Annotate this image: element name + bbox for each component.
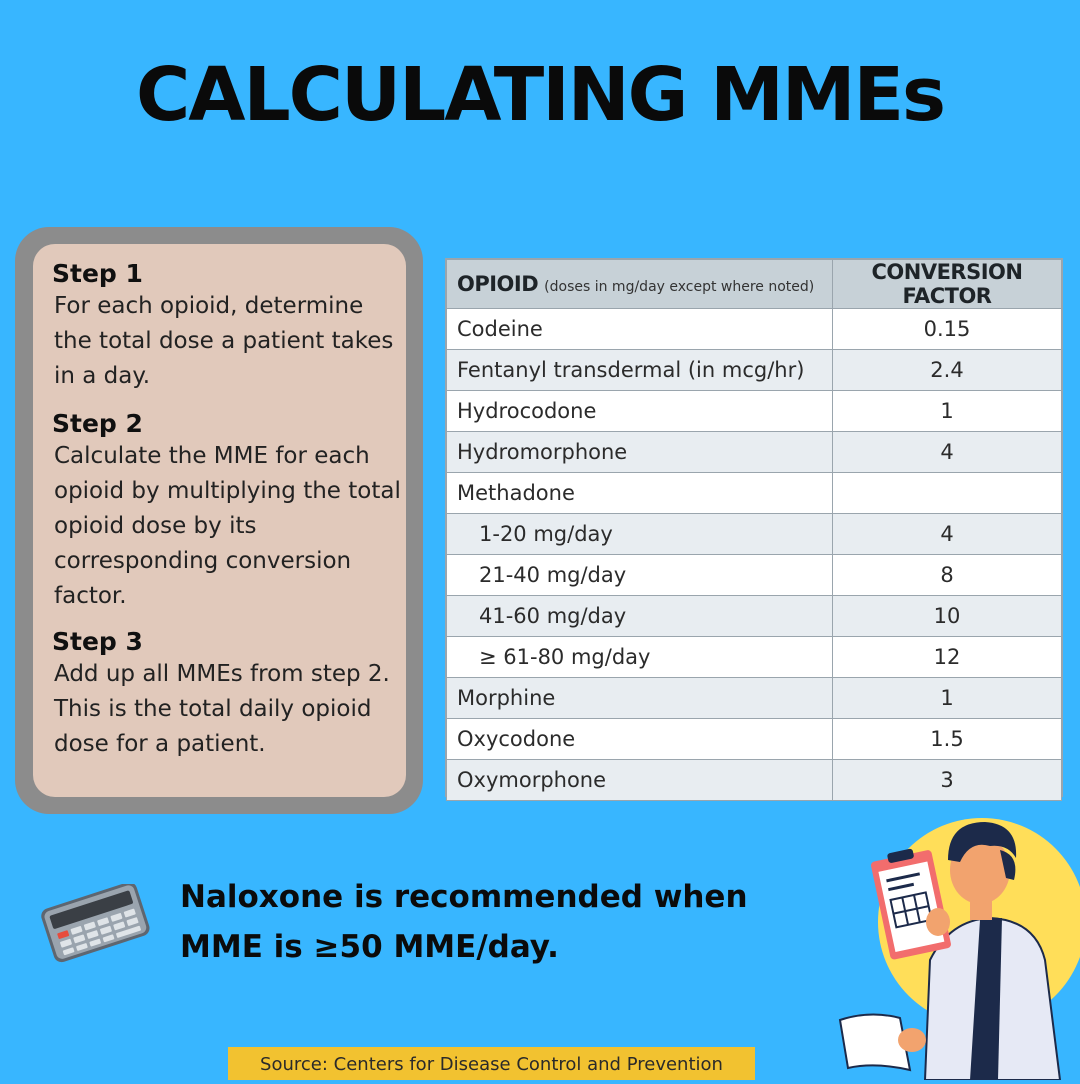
step-heading: Step 1 [52, 259, 143, 288]
table-row [447, 473, 1062, 514]
step-heading: Step 3 [52, 627, 143, 656]
table-row [447, 432, 1062, 473]
source-credit: Source: Centers for Disease Control and Prevention [228, 1047, 755, 1080]
opioid-name: 41-60 mg/day [447, 596, 833, 637]
opioid-name: Fentanyl transdermal (in mcg/hr) [447, 350, 833, 391]
table-row [447, 350, 1062, 391]
opioid-name: Morphine [447, 678, 833, 719]
table-row [447, 555, 1062, 596]
step-text: Add up all MMEs from step 2. This is the total daily opioid dose for a patient. [54, 661, 390, 757]
page-title: CALCULATING MMEs [135, 52, 945, 138]
table-row [447, 309, 1062, 350]
conversion-factor: 12 [833, 637, 1062, 678]
header-opioid-label: OPIOID [457, 272, 539, 296]
conversion-factor: 4 [833, 432, 1062, 473]
conversion-factor: 8 [833, 555, 1062, 596]
step-3 [52, 627, 402, 762]
header-conversion-factor: CONVERSION FACTOR [833, 260, 1062, 309]
conversion-factor: 1.5 [833, 719, 1062, 760]
header-opioid-note: (doses in mg/day except where noted) [544, 279, 815, 295]
table-row [447, 596, 1062, 637]
conversion-factor [833, 473, 1062, 514]
opioid-name: Oxymorphone [447, 760, 833, 801]
opioid-name: Oxycodone [447, 719, 833, 760]
opioid-name: ≥ 61-80 mg/day [447, 637, 833, 678]
opioid-name: Hydrocodone [447, 391, 833, 432]
step-text: Calculate the MME for each opioid by multiplying the total opioid dose by its corresponding conversion factor. [54, 443, 401, 609]
step-heading: Step 2 [52, 409, 143, 438]
table-row [447, 391, 1062, 432]
conversion-factor: 10 [833, 596, 1062, 637]
table-row [447, 719, 1062, 760]
table-row [447, 760, 1062, 801]
table-header-row [447, 260, 1062, 309]
conversion-factor: 2.4 [833, 350, 1062, 391]
naloxone-note: Naloxone is recommended when MME is ≥50 MME/day. [180, 879, 748, 965]
conversion-factor: 0.15 [833, 309, 1062, 350]
header-opioid [447, 260, 833, 309]
calculator-icon [40, 884, 152, 964]
doctor-illustration [830, 800, 1080, 1080]
opioid-name: Methadone [447, 473, 833, 514]
table-row [447, 637, 1062, 678]
opioid-name: Codeine [447, 309, 833, 350]
step-2 [52, 409, 402, 614]
conversion-table [445, 258, 1063, 797]
opioid-name: 1-20 mg/day [447, 514, 833, 555]
table-row [447, 514, 1062, 555]
conversion-factor: 4 [833, 514, 1062, 555]
opioid-name: 21-40 mg/day [447, 555, 833, 596]
step-1 [52, 259, 402, 394]
conversion-factor: 1 [833, 678, 1062, 719]
step-text: For each opioid, determine the total dose a patient takes in a day. [54, 293, 394, 389]
conversion-factor: 1 [833, 391, 1062, 432]
table-row [447, 678, 1062, 719]
conversion-factor: 3 [833, 760, 1062, 801]
opioid-name: Hydromorphone [447, 432, 833, 473]
